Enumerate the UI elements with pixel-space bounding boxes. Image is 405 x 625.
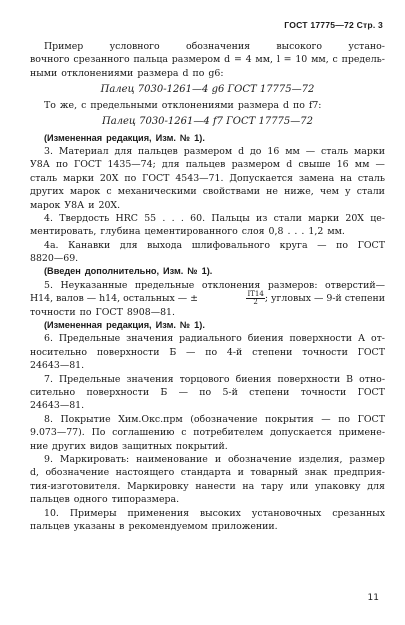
text-line: Палец 7030-1261—4 g6 ГОСТ 17775—72 — [100, 83, 315, 95]
text-line: (Измененная редакция, Изм. № 1). — [44, 320, 205, 331]
text-line: d, обозначение настоящего стандарта и товарный знак предприя- — [30, 467, 385, 479]
text-line: 9. Маркировать: наименование и обозначение изделия, размер — [44, 453, 385, 465]
text-line: (Измененная редакция, Изм. № 1). — [44, 132, 205, 143]
page-header: ГОСТ 17775—72 Стр. 3 — [284, 20, 383, 30]
text-line: Палец 7030-1261—4 f7 ГОСТ 17775—72 — [101, 116, 314, 128]
text-line: марок У8А и 20Х. — [30, 199, 121, 211]
document-body — [30, 40, 385, 533]
text-line: 5. Неуказанные предельные отклонения размеров: отверстий— — [44, 279, 385, 291]
text-line: ментировать, глубина цементированного слоя 0,8 . . . 1,2 мм. — [30, 226, 345, 238]
text-line: У8А по ГОСТ 1435—74; для пальцев размером d свыше 16 мм — — [30, 159, 385, 171]
text-line: сительно поверхности Б — по 5-й степени точности ГОСТ — [30, 386, 385, 398]
fraction — [246, 291, 264, 306]
text-line: сталь марки 20Х по ГОСТ 4543—71. Допускается замена на сталь — [30, 172, 385, 184]
text-line: пальцев указаны в рекомендуемом приложении. — [30, 520, 278, 532]
fraction-denominator: 2 — [253, 298, 258, 307]
text-line: ными отклонениями размера d по g6: — [30, 67, 224, 79]
text-line: пальцев одного типоразмера. — [30, 494, 180, 506]
text-line: То же, с предельными отклонениями размера d по f7: — [44, 100, 322, 112]
text-line: 6. Предельные значения радиального биения поверхности А от- — [44, 333, 385, 345]
fraction-numerator: IT14 — [247, 290, 264, 299]
text-line: 3. Материал для пальцев размером d до 16 мм — сталь марки — [44, 145, 385, 157]
text-line: 8820—69. — [30, 253, 79, 265]
text-line: 7. Предельные значения торцового биения поверхности В отно- — [44, 373, 385, 385]
page-number: 11 — [367, 593, 379, 603]
text-line: ние других видов защитных покрытий. — [30, 440, 228, 452]
text-line: тия-изготовителя. Маркировку нанести на тару или упаковку для — [30, 480, 385, 492]
text-line: вочного срезанного пальца размером d = 4 мм, l = 10 мм, с предель- — [30, 54, 385, 66]
text-line: точности по ГОСТ 8908—81. — [30, 306, 175, 318]
text-line: других марок с механическими свойствами не ниже, чем у стали — [30, 186, 385, 198]
text-line: 9.073—77). По соглашению с потребителем допускается примене- — [30, 427, 385, 439]
text-line: Пример условного обозначения высокого устано- — [44, 41, 385, 52]
text-line — [30, 292, 385, 305]
text-line: 4. Твердость HRC 55 . . . 60. Пальцы из стали марки 20Х це- — [44, 212, 385, 224]
text-line: 10. Примеры применения высоких установочных срезанных — [44, 507, 385, 519]
text-line: 4а. Канавки для выхода шлифовального круга — по ГОСТ — [44, 239, 385, 251]
tolerance-text: ; угловых — 9-й степени — [264, 293, 385, 305]
text-line: 24643—81. — [30, 360, 85, 372]
text-line: носительно поверхности Б — по 4-й степени точности ГОСТ — [30, 346, 385, 358]
tolerance-text: Н14, валов — h14, остальных — ± — [30, 293, 198, 305]
text-line: (Введен дополнительно, Изм. № 1). — [44, 266, 213, 277]
text-line: 24643—81. — [30, 400, 85, 412]
text-line: 8. Покрытие Хим.Окс.прм (обозначение покрытия — по ГОСТ — [44, 413, 385, 425]
